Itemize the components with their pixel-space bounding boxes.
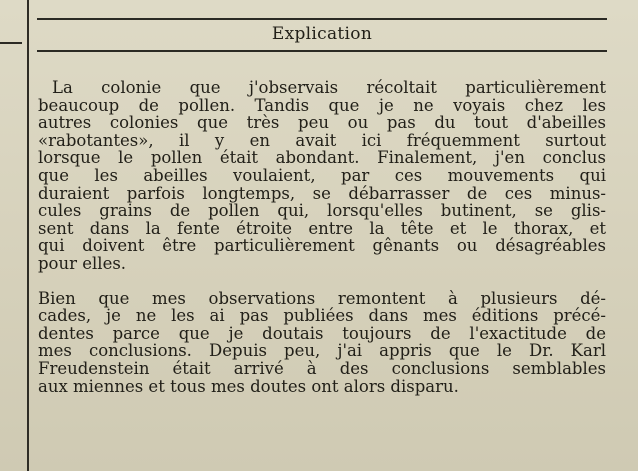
text-line: «rabotantes», il y en avait ici fréquemment surtout: [38, 130, 606, 150]
text-line: que les abeilles voulaient, par ces mouvements qui: [38, 165, 606, 185]
vertical-rule: [27, 0, 29, 471]
paragraph-1: [38, 79, 606, 273]
text-line: cules grains de pollen qui, lorsqu'elles butinent, se glis-: [38, 201, 606, 221]
margin-rule: [0, 42, 22, 44]
section-heading: Explication: [271, 24, 373, 44]
text-line: autres colonies que très peu ou pas du tout d'abeilles: [38, 113, 606, 133]
text-line: aux miennes et tous mes doutes ont alors disparu.: [38, 376, 459, 396]
heading-bottom-rule: [37, 50, 607, 52]
text-line: beaucoup de pollen. Tandis que je ne voyais chez les: [38, 95, 606, 115]
text-line: La colonie que j'observais récoltait particulièrement: [52, 78, 606, 97]
body-text: [38, 79, 606, 395]
text-line: lorsque le pollen était abondant. Finalement, j'en conclus: [38, 148, 606, 168]
text-line: cades, je ne les ai pas publiées dans mes éditions précé-: [38, 306, 606, 326]
text-line: Freudenstein était arrivé à des conclusions semblables: [38, 358, 606, 378]
text-line: Bien que mes observations remontent à plusieurs dé-: [38, 288, 606, 308]
heading-top-rule: [37, 18, 607, 20]
text-line: pour elles.: [38, 253, 127, 273]
text-line: qui doivent être particulièrement gênants ou désagréables: [38, 236, 606, 256]
text-line: duraient parfois longtemps, se débarrasser de ces minus-: [38, 183, 606, 203]
paragraph-2: [38, 290, 606, 396]
text-line: sent dans la fente étroite entre la tête et le thorax, et: [38, 218, 606, 238]
text-line: dentes parce que je doutais toujours de l'exactitude de: [38, 323, 606, 343]
text-line: mes conclusions. Depuis peu, j'ai appris que le Dr. Karl: [38, 341, 606, 361]
